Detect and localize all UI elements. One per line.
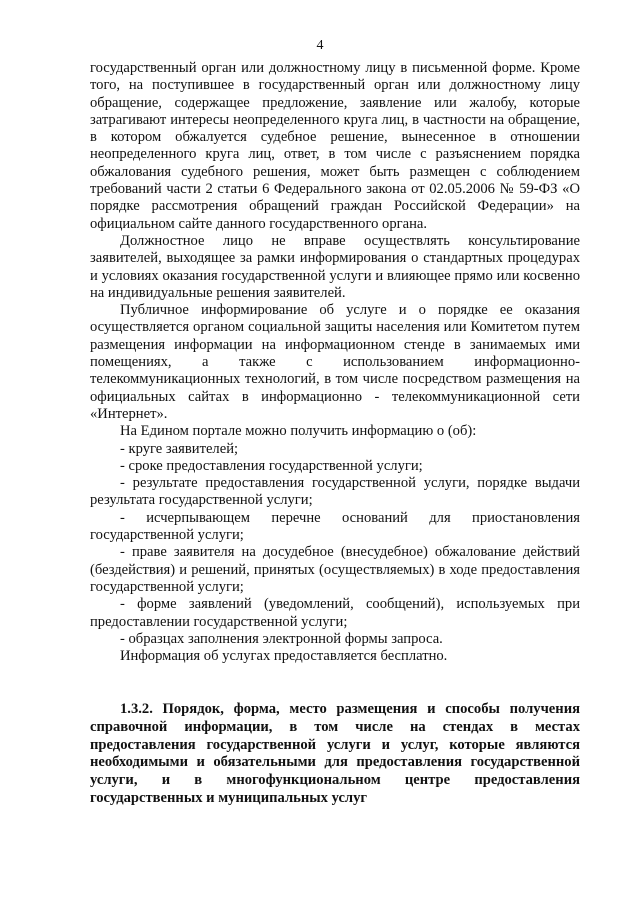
list-item: - круге заявителей; (120, 440, 239, 457)
section-heading: 1.3.2. Порядок, форма, место размещения и способы получения справочной информации, в том числе на стендах в местах предоставления государственной услуги и услуг, которые являются необходимыми и обязательными для предоставления государственной услуги, и в многофункциональном центре предоставления государственных и муниципальных услуг (90, 701, 580, 806)
list-item: - праве заявителя на досудебное (внесудебное) обжалование действий (бездействия) и решений, принятых (осуществляемых) в ходе предоставления государственной услуги; (90, 544, 580, 595)
page-number: 4 (316, 38, 324, 53)
list-item: - результате предоставления государственной услуги, порядке выдачи результата государственной услуги; (90, 475, 580, 509)
paragraph-free-information: Информация об услугах предоставляется бесплатно. (120, 648, 448, 665)
paragraph-portal-intro: На Едином портале можно получить информацию о (об): (120, 423, 477, 440)
paragraph-official-restriction: Должностное лицо не вправе осуществлять консультирование заявителей, выходящее за рамки информирования о стандартных процедурах и условиях оказания государственной услуги и влияющее прямо или косвенно на индивидуальные решения заявителей. (90, 232, 580, 301)
list-item: - форме заявлений (уведомлений, сообщений), используемых при предоставлении государственной услуги; (90, 596, 580, 630)
paragraph-continuation: государственный орган или должностному лицу в письменной форме. Кроме того, на поступившее в государственный орган или должностному лицу обращение, содержащее предложение, заявление или жалобу, которые затрагивают интересы неопределенного круга лиц, в частности на обращение, в котором обжалуется судебное решение, вынесенное в отношении неопределенного круга лиц, ответ, в том числе с разъяснением порядка обжалования судебного решения, может быть размещен с соблюдением требований части 2 статьи 6 Федерального закона от 02.05.2006 № 59-ФЗ «О порядке рассмотрения обращений граждан Российской Федерации» на официальном сайте данного государственного органа. (90, 60, 580, 232)
list-item: - исчерпывающем перечне оснований для приостановления государственной услуги; (90, 509, 580, 544)
list-item: - сроке предоставления государственной услуги; (120, 457, 423, 474)
list-item: - образцах заполнения электронной формы запроса. (120, 630, 443, 647)
body-text (90, 60, 580, 665)
paragraph-public-informing: Публичное информирование об услуге и о порядке ее оказания осуществляется органом социальной защиты населения или Комитетом путем размещения информации на информационном стенде в занимаемых ими помещениях, а также с использованием информационно-телекоммуникационных технологий, в том числе посредством размещения на официальных сайтах в информационно - телекоммуникационной сети «Интернет». (90, 302, 580, 422)
